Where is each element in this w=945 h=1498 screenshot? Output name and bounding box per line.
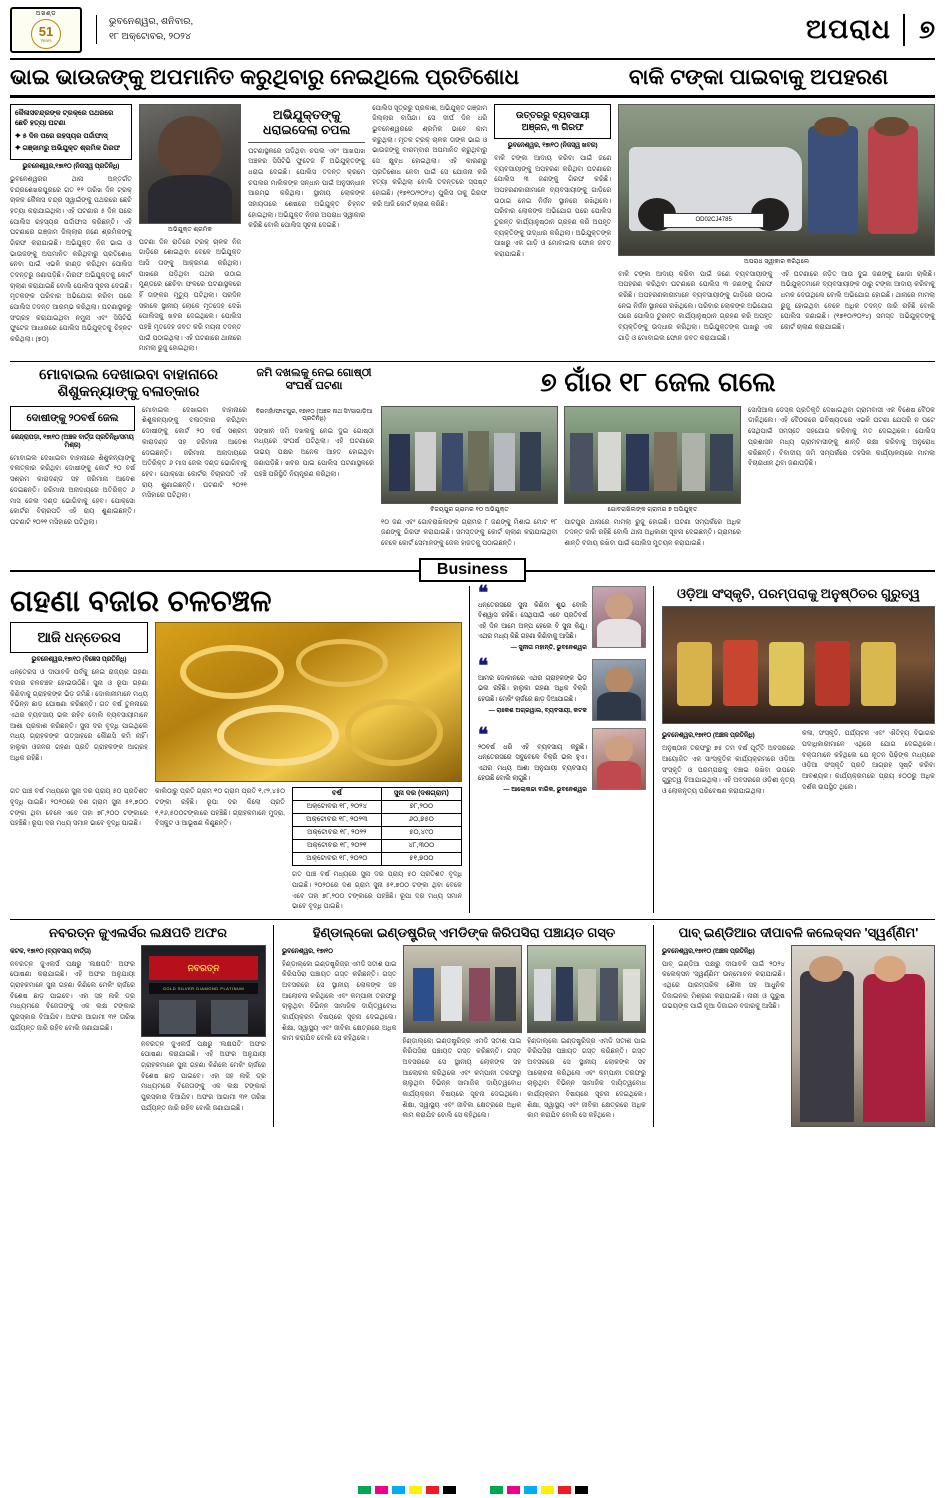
hindalco-photos <box>403 945 646 1033</box>
hindalco-body: ହିଣ୍ଡାଲ୍‌କୋ ଇଣ୍ଡଷ୍ଟ୍ରିଜ୍‌ର ଏମଡି ସତୀଶ ପାଇ କିରିପସିରା ପଞ୍ଚାୟତ ଗସ୍ତ କରିଛନ୍ତି। ଗସ୍ତ ଅବସରରେ ସେ ସ୍ଥାନୀୟ ଲୋକଙ୍କ ସହ ଆଲୋଚନା କରିଥିଲେ ଏବଂ କମ୍ପାନୀ ତରଫରୁ ଚାଲୁଥିବା ବିଭିନ୍ନ ସାମାଜିକ ଦାୟିତ୍ୱବୋଧ କାର୍ଯ୍ୟକ୍ରମ ବିଷୟରେ ସୂଚନା ଦେଇଥିଲେ। ଶିକ୍ଷା, ସ୍ୱାସ୍ଥ୍ୟ ଏବଂ ଜୀବିକା କ୍ଷେତ୍ରରେ ଅଧିକ କାମ କରାଯିବ ବୋଲି ସେ କହିଥିଲେ। <box>282 960 397 1043</box>
headline-lead-left: ଭାଇ ଭାଉଜଙ୍କୁ ଅପମାନିତ କରୁଥିବାରୁ ନେଇଥିଲେ ପ୍ରତିଶୋଧ <box>10 65 520 89</box>
rate-year: ଅକ୍ଟୋବର ୧୮, ୨୦୨୧ <box>293 840 382 853</box>
vox-pop-text: ୨୦ବର୍ଷ ଧରି ଏହି ବ୍ୟବସାୟ କରୁଛି। ଧନ୍ତେରସରେ ସବୁବେଳେ ବିକ୍ରି ଭଲ ହୁଏ। ଏଥର ମଧ୍ୟ ଆଶା ଅନୁଯାୟୀ ବ୍ୟବସାୟ ହେଉଛି ବୋଲି ଲାଗୁଛି। <box>478 744 587 782</box>
reg-bar <box>507 1486 520 1494</box>
rate-value: ୪୮,୩୦୦ <box>381 840 461 853</box>
vox-pop-author: — ଆଲୋକନ୍ଦା ବାରିକ, ଭୁବନେଶ୍ୱର <box>503 786 587 794</box>
headline-lead-right: ବାକି ଟଙ୍କା ପାଇବାକୁ ଅପହରଣ <box>628 65 889 89</box>
reg-bar <box>375 1486 388 1494</box>
column-2 <box>139 104 241 355</box>
hindalco-body-b: ହିଣ୍ଡାଲ୍‌କୋ ଇଣ୍ଡଷ୍ଟ୍ରିଜ୍‌ର ଏମଡି ସତୀଶ ପାଇ କିରିପସିରା ପଞ୍ଚାୟତ ଗସ୍ତ କରିଛନ୍ତି। ଗସ୍ତ ଅବସରରେ ସେ ସ୍ଥାନୀୟ ଲୋକଙ୍କ ସହ ଆଲୋଚନା କରିଥିଲେ ଏବଂ କମ୍ପାନୀ ତରଫରୁ ଚାଲୁଥିବା ବିଭିନ୍ନ ସାମାଜିକ ଦାୟିତ୍ୱବୋଧ କାର୍ଯ୍ୟକ୍ରମ ବିଷୟରେ ସୂଚନା ଦେଇଥିଲେ। ଶିକ୍ଷା, ସ୍ୱାସ୍ଥ୍ୟ ଏବଂ ଜୀବିକା କ୍ଷେତ୍ରରେ ଅଧିକ କାମ କରାଯିବ ବୋଲି ସେ କହିଥିଲେ। <box>527 1037 646 1120</box>
gold-bottom-row <box>10 787 462 913</box>
hindalco-headline: ହିଣ୍ଡାଲ୍‌କୋ ଇଣ୍ଡଷ୍ଟ୍ରିଜ୍ ଏମଡିଙ୍କ କିରିପସିରା ପଞ୍ଚାୟତ ଗସ୍ତ <box>312 925 616 941</box>
navratna-body-cont: ନବରତ୍ନ ଜୁଏଲର୍ସ ପକ୍ଷରୁ 'ଲକ୍ଷପତି' ଅଫର ଘୋଷଣା କରାଯାଇଛି। ଏହି ଅଫର ଅନୁଯାୟୀ ଗ୍ରାହକମାନେ ସୁନା ଗହଣା କିଣିଲେ ମେକିଂ ଚାର୍ଜରେ ବିଶେଷ ଛାଡ଼ ପାଇବେ। ଏହା ସହ ଲକି ଡ୍ର ମାଧ୍ୟମରେ ବିଜେତାଙ୍କୁ ଏକ ଲକ୍ଷ ଟଙ୍କାର ପୁରସ୍କାର ଦିଆଯିବ। ଅଫର ଆଗାମୀ ୩୧ ତାରିଖ ପର୍ଯ୍ୟନ୍ତ ଜାରି ରହିବ ବୋଲି ଜଣାଯାଇଛି। <box>141 1040 266 1112</box>
shop-sign-sub: GOLD SILVER DIAMOND PLATINUM <box>149 983 257 994</box>
headline-land-dispute: ଜମି ଦଖଲକୁ ନେଇ ଗୋଷ୍ଠୀ ସଂଘର୍ଷ ଘଟଣା <box>256 367 372 393</box>
mid-headline-row <box>10 367 935 402</box>
mid-column-1 <box>10 406 135 550</box>
vox-pop-text: ଆମର ଦୋକାନରେ ଏଥର ଗ୍ରାହକଙ୍କ ଭିଡ଼ ଭଲ ରହିଛି। ହାଲୁକା ଗହଣା ଅଧିକ ବିକ୍ରି ହେଉଛି। ମେକିଂ ଚାର୍ଜରେ ଛାଡ଼ ଦିଆଯାଇଛି। <box>478 675 587 703</box>
navratna-headline: ନବରତ୍ନ ଜୁଏଲର୍ସର ଲକ୍ଷପତି ଅଫର <box>49 925 227 941</box>
ad-hindalco <box>282 925 654 1127</box>
rate-value: ୭୮,୨୦୦ <box>381 801 461 814</box>
vox-pop-author: — ରାକେଶ ଅଗ୍ରୱାଲ, ବ୍ୟବସାୟୀ, କଟକ <box>488 706 587 714</box>
navratna-shop-photo <box>141 945 266 1037</box>
rape-case-body: ମୋବାଇଲ ଦେଖାଇବା ବାହାନାରେ ଶିଶୁକନ୍ୟାଙ୍କୁ ବଳାତ୍କାର କରିଥିବା ଦୋଷୀଙ୍କୁ କୋର୍ଟ ୨୦ ବର୍ଷ ସଶ୍ରମ କାରାଦଣ୍ଡ ସହ ଜରିମାନା ଆଦେଶ ଦେଇଛନ୍ତି। ଜରିମାନା ଅନାଦାୟରେ ଅତିରିକ୍ତ ୬ ମାସ ଜେଲ ଦଣ୍ଡ ଭୋଗିବାକୁ ହେବ। ପୋକ୍ସୋ କୋର୍ଟର ବିଚାରପତି ଏହି ରାୟ ଶୁଣାଇଛନ୍ତି। ଘଟଣାଟି ୨୦୨୧ ମସିହାରେ ଘଟିଥିଲା। <box>10 454 135 526</box>
mid-photo-block <box>381 406 741 550</box>
rate-year: ଅକ୍ଟୋବର ୧୮, ୨୦୨୦ <box>293 853 382 866</box>
byline-land-dispute: ବିରମହାଁ/ଫାଟପୁର, ୧୭ା୧୦ (ଅଞ୍ଚଳ ନାଥ ସିଂ/ସାଗାଡ଼ିଆ ପ୍ରତିନିଧି) <box>255 408 373 422</box>
reg-bar <box>541 1486 554 1494</box>
quote-icon: ❝ <box>478 656 489 678</box>
gold-jewellery-photo <box>155 622 462 782</box>
rate-value: ୫୦,୪୯୦ <box>381 827 461 840</box>
chappal-story-body: ଘଟଣାସ୍ଥଳରେ ପଡ଼ିଥିବା ଚପଲ ଏବଂ ଆଖପାଖ ଅଞ୍ଚଳର ସିସିଟିଭି ଫୁଟେଜ ହିଁ ଅଭିଯୁକ୍ତଙ୍କୁ ଧରାଇ ଦେଇଛି। ପୋଲିସ ତଦନ୍ତ କ୍ରମେ ଚପଲର ମାଲିକଙ୍କ ସନ୍ଧାନ ପାଇଁ ଅନୁସନ୍ଧାନ ଆରମ୍ଭ କରିଥିଲା। ସ୍ଥାନୀୟ ଲୋକଙ୍କ ସହାୟତାରେ ଶେଷରେ ଅଭିଯୁକ୍ତ ଚିହ୍ନଟ ହୋଇଥିଲା। ଅଭିଯୁକ୍ତ ନିଜର ଅପରାଧ ସ୍ୱୀକାର କରିଛି ବୋଲି ପୋଲିସ ସୂଚନା ଦେଇଛି। <box>248 147 366 230</box>
column-6b-body: ଏହି ଘଟଣାରେ ଜଡ଼ିତ ଆଉ ଦୁଇ ଜଣଙ୍କୁ ଖୋଜା ଚାଲିଛି। ଅଭିଯୁକ୍ତମାନେ ବ୍ୟବସାୟୀଙ୍କ ଠାରୁ ଟଙ୍କା ଆଦାୟ କରିବାକୁ ଧମକ ଦେଉଥିଲେ ବୋଲି ଅଭିଯୋଗ ହୋଇଛି। ଥାନାରେ ମାମଲା ରୁଜୁ ହୋଇଥିବା ବେଳେ ଅଧିକ ତଦନ୍ତ ଜାରି ରହିଛି ବୋଲି ପୋଲିସ ଜଣାଇଛି। (୧୭୧୦/୨୦୨୪) ସମସ୍ତ ଅଭିଯୁକ୍ତଙ୍କୁ କୋର୍ଟ ଚାଲାଣ କରାଯାଇଛି। <box>780 270 936 331</box>
sentence-box: ଦୋଷୀଙ୍କୁ ୨୦ବର୍ଷ ଜେଲ <box>10 406 135 431</box>
mid-photo-text <box>381 518 741 550</box>
rate-value: ୫୧,୭୦୦ <box>381 853 461 866</box>
quote-icon: ❝ <box>478 725 489 747</box>
section-title: ଅପରାଧ <box>805 13 892 44</box>
vox-pop-item <box>478 582 646 652</box>
byline-lead-story: ଭୁବନେଶ୍ୱର,୧୭ା୧୦ (ନିଜସ୍ୱ ପ୍ରତିନିଧି) <box>22 162 120 170</box>
mid-left-block <box>10 367 247 402</box>
summary-bullet-1: ✦ ୫ ଦିନ ପରେ ରହସ୍ୟର ପର୍ଦ୍ଦାଫାସ୍ <box>15 132 108 140</box>
column-2-body: ଘଟଣା ଦିନ ରାତିରେ ଟ୍ରକ୍ ଚାଳକ ନିଜ ଗାଡ଼ିରେ ଶୋଇଥିବା ବେଳେ ଅଭିଯୁକ୍ତ ଆସି ତାଙ୍କୁ ଆକ୍ରମଣ କରିଥିଲା। ପାଖରେ ପଡ଼ିଥିବା ପଥର ଉଠାଇ ମୁଣ୍ଡରେ ଛେଚିବା ଫଳରେ ଘଟଣାସ୍ଥଳରେ ହିଁ ତାଙ୍କର ମୃତ୍ୟୁ ଘଟିଥିଲା। ପରଦିନ ସକାଳେ ସ୍ଥାନୀୟ ଲୋକେ ମୃତଦେହ ଦେଖି ପୋଲିସକୁ ଖବର ଦେଇଥିଲେ। ପୋଲିସ ପହଞ୍ଚି ମୃତଦେହ ଜବତ କରି ମୟନା ତଦନ୍ତ ପାଇଁ ପଠାଇଥିଲା। ଏହି ଘଟଣାରେ ଥାନାରେ ମାମଲା ରୁଜୁ ହୋଇଥିଲା। <box>138 238 242 353</box>
table-row <box>293 814 462 827</box>
vox-pop-item <box>478 656 646 721</box>
column-6 <box>618 104 935 355</box>
gold-top-row <box>10 622 462 782</box>
kidnap-subhead-box <box>494 104 611 139</box>
masthead <box>10 6 935 60</box>
jail-story-body-b: ପାଟପୁର ଥାନାରେ ମାମଲା ରୁଜୁ ହୋଇଛି। ଘଟଣା ସମ୍ପର୍କରେ ଅଧିକ ତଦନ୍ତ ଜାରି ରହିଛି ବୋଲି ଥାନା ଅଧିକାରୀ ସୂଚନା ଦେଇଛନ୍ତି। ଗ୍ରାମରେ ଶାନ୍ତି ବଜାୟ ରଖିବା ପାଇଁ ପୋଲିସ ମୁତୟନ କରାଯାଇଛି। <box>564 518 741 548</box>
dateline <box>96 15 193 44</box>
land-dispute-body: ସଙ୍ଖୀନ ଜମି ଦଖଲକୁ ନେଇ ଦୁଇ ଗୋଷ୍ଠୀ ମଧ୍ୟରେ ସଂଘର୍ଷ ଘଟିଥିଲା। ଏହି ଘଟଣାରେ ଉଭୟ ପକ୍ଷର ଅନେକ ଆହତ ହୋଇଥିବା ଜଣାପଡ଼ିଛି। ଖବର ପାଇ ପୋଲିସ ଘଟଣାସ୍ଥଳରେ ପହଞ୍ଚି ପରିସ୍ଥିତି ନିୟନ୍ତ୍ରଣ କରିଥିଲା। <box>254 427 374 478</box>
vox-pop-column <box>478 582 654 913</box>
fabindia-headline: ପାବ୍ ଇଣ୍ଡିଆର ଦୀପାବଳି କଲେକ୍ସନ 'ସ୍ୱର୍ଣ୍ଣିମ' <box>678 925 919 941</box>
reg-bar <box>426 1486 439 1494</box>
gold-rate-intro: କାଲିଠାରୁ ପ୍ରତି ଗ୍ରାମ ୧୦ ଗ୍ରାମ ପ୍ରତି ୧,୯୨,୪୫୦ ଟଙ୍କା ରହିଛି। ରୂପା ଦର କିଲୋ ପ୍ରତି ୧,୧୬,୫୦୦ଟଙ୍କାରେ ପହଞ୍ଚିଛି। ଗ୍ରାହକମାନେ ମୁଦ୍ରା, ବିସ୍କୁଟ ଓ ଆଭୂଷଣ କିଣୁଛନ୍ତି। <box>155 788 285 828</box>
ad-fabindia <box>662 925 935 1127</box>
ad-navratna <box>10 925 274 1127</box>
summary-box <box>10 104 132 160</box>
divider-1 <box>248 142 365 143</box>
mid-column-2-body: ମୋବାଇଲ ଦେଖାଇବା ବାହାନାରେ ଶିଶୁକନ୍ୟାଙ୍କୁ ବଳାତ୍କାର କରିଥିବା ଦୋଷୀଙ୍କୁ କୋର୍ଟ ୨୦ ବର୍ଷ ସଶ୍ରମ କାରାଦଣ୍ଡ ସହ ଜରିମାନା ଆଦେଶ ଦେଇଛନ୍ତି। ଜରିମାନା ଅନାଦାୟରେ ଅତିରିକ୍ତ ୬ ମାସ ଜେଲ ଦଣ୍ଡ ଭୋଗିବାକୁ ହେବ। ପୋକ୍ସୋ କୋର୍ଟର ବିଚାରପତି ଏହି ରାୟ ଶୁଣାଇଛନ୍ତି। ଘଟଣାଟି ୨୦୨୧ ମସିହାରେ ଘଟିଥିଲା। <box>142 406 247 500</box>
navratna-body-row <box>10 945 266 1115</box>
mid-right-body: ସୋସିଆଲ ଡେସ୍କ ପ୍ରତିକୃତି ଦେଖାଇଥିବା ଗ୍ରାମବାସୀ ଏକ ବିଶେଷ ବୈଠକ ଡାକିଥିଲେ। ଏହି ବୈଠକରେ ଭବିଷ୍ୟତରେ ଏଭଳି ଘଟଣା ଯେପରି ନ ଘଟେ ସେଥିପାଇଁ ସମସ୍ତେ ସହଯୋଗ କରିବାକୁ ମତ ଦେଇଥିଲେ। ପୋଲିସ ପ୍ରଶାସନ ମଧ୍ୟ ଗ୍ରାମବାସୀଙ୍କୁ ଶାନ୍ତି ରକ୍ଷା କରିବାକୁ ଅନୁରୋଧ କରିଛନ୍ତି। ବିବାଦୀୟ ଜମି ସମ୍ପର୍କରେ ତହସିଲ କାର୍ଯ୍ୟାଳୟରେ ମାମଲା ବିଚାରାଧୀନ ଥିବା ଜଣାପଡ଼ିଛି। <box>748 406 935 468</box>
accused-photo-caption: ଅଭିଯୁକ୍ତ ଶ୍ରମିକ <box>168 225 212 233</box>
vox-pop-text: ଧନ୍ତେରସରେ ସୁନା କିଣିବା ଶୁଭ ବୋଲି ବିଶ୍ୱାସ ରହିଛି। ସେଥିପାଇଁ ଏବେ ପ୍ରତିବର୍ଷ ଏହି ଦିନ ଆମେ ଅଳ୍ପ ହେଲେ ବି ସୁନା କିଣୁ। ଏଥର ମଧ୍ୟ କିଛି ଗହଣା କିଣିବାକୁ ଆସିଛି। <box>478 602 587 640</box>
summary-box-lead: କୈଳାସଚନ୍ଦ୍ରଙ୍କ ଟ୍ରକ୍‌ରେ ପଥରରେ ଛେଚି ହତ୍ୟା ଘଟଣା <box>15 109 114 127</box>
gold-story-body-cont: ଗତ ପାଞ୍ଚ ବର୍ଷ ମଧ୍ୟରେ ସୁନା ଦର ପ୍ରାୟ ୫୦ ପ୍ରତିଶତ ବୃଦ୍ଧି ପାଇଛି। ୨୦୨୦ରେ ଦଶ ଗ୍ରାମ ସୁନା ୫୧,୭୦୦ ଟଙ୍କା ଥିବା ବେଳେ ଏବେ ତାହା ୭୮,୨୦୦ ଟଙ୍କାରେ ପହଞ୍ଚିଛି। ରୂପା ଦର ମଧ୍ୟ ସମାନ ଭାବେ ବୃଦ୍ଧି ପାଇଛି। <box>10 788 148 828</box>
culture-body: ଅନୁଷ୍ଠାନ ତରଫରୁ ୭୫ ତମ ବର୍ଷ ପୂର୍ତ୍ତି ଅବସରରେ ଆୟୋଜିତ ଏକ ସାଂସ୍କୃତିକ କାର୍ଯ୍ୟକ୍ରମରେ ଓଡ଼ିଆ ସଂସ୍କୃତି ଓ ପରମ୍ପରାକୁ ବଞ୍ଚାଇ ରଖିବା ଉପରେ ଗୁରୁତ୍ୱ ଦିଆଯାଇଥିଲା। ଏହି ଅବସରରେ ଓଡ଼ିଶୀ ନୃତ୍ୟ ଓ ଲୋକନୃତ୍ୟ ପରିବେଷଣ କରାଯାଇଥିଲା। <box>662 745 795 796</box>
group-photos <box>381 406 741 514</box>
fabindia-body: ପାବ୍ ଇଣ୍ଡିଆ ପକ୍ଷରୁ ଦୀପାବଳି ପାଇଁ ୨୦୨୪ କଲେକ୍ସନ 'ସ୍ୱର୍ଣ୍ଣିମ' ଉନ୍ମୋଚନ କରାଯାଇଛି। ଏଥିରେ ପାରମ୍ପରିକ ଶୈଳୀ ସହ ଆଧୁନିକ ଡିଜାଇନର ମିଶ୍ରଣ କରାଯାଇଛି। ନାରୀ ଓ ପୁରୁଷ ଉଭୟଙ୍କ ପାଇଁ ନୂଆ ଡିଜାଇନ ବଜାରକୁ ଆସିଛି। <box>662 960 785 1011</box>
kidnap-subhead-line2: ଅଞ୍ଜନ, ୩ ଗିରଫ <box>521 122 584 133</box>
table-row <box>293 840 462 853</box>
culture-text-row <box>662 729 935 797</box>
culture-body-2: କଳା, ସଂସ୍କୃତି, ପର୍ଯ୍ୟଟନ ଏବଂ ଐତିହ୍ୟ ବିଭାଗର ପଦାଧିକାରୀମାନେ ଏଥିରେ ଯୋଗ ଦେଇଥିଲେ। ବକ୍ତାମାନେ କହିଥିଲେ ଯେ ନୂତନ ପିଢ଼ିଙ୍କ ମଧ୍ୟରେ ଓଡ଼ିଆ ସଂସ୍କୃତି ପ୍ରତି ଆଗ୍ରହ ସୃଷ୍ଟି କରିବା ଆବଶ୍ୟକ। କାର୍ଯ୍ୟକ୍ରମରେ ପ୍ରାୟ ୫୦୦ରୁ ଅଧିକ ଦର୍ଶକ ଉପସ୍ଥିତ ଥିଲେ। <box>802 730 935 791</box>
fabindia-model-photo <box>791 945 935 1127</box>
culture-section <box>662 586 935 913</box>
mid-body-row <box>10 406 935 550</box>
byline-rape-case: କେନ୍ଦ୍ରାପଡ଼ା, ୧୭ା୧୦ (ଅଞ୍ଚଳ ବାର୍ତ୍ତା ପ୍ରତିନିଧି/ସମୟ ମିଶ୍ର) <box>11 433 134 449</box>
business-section <box>10 582 935 913</box>
gold-rate-table-col <box>292 787 462 913</box>
quote-icon: ❝ <box>478 582 489 604</box>
mid-column-right <box>748 406 935 550</box>
gold-story-body: ଧନ୍ତେରସ ଓ ଦୀପାବଳି ପର୍ବକୁ ନେଇ ରାଜ୍ୟର ଗହଣା ବଜାର ଚଳଚଞ୍ଚଳ ହୋଇଉଠିଛି। ସୁନା ଓ ରୂପା ଗହଣା କିଣିବାକୁ ଗ୍ରାହକଙ୍କ ଭିଡ଼ ଜମିଛି। ଦୋକାନୀମାନେ ମଧ୍ୟ ବିଭିନ୍ନ ଛାଡ଼ ଘୋଷଣା କରିଛନ୍ତି। ଗତ ବର୍ଷ ତୁଳନାରେ ଏଥର ବ୍ୟବସାୟ ଭଲ ରହିବ ବୋଲି ବ୍ୟବସାୟୀମାନେ ଆଶା ପ୍ରକାଶ କରିଛନ୍ତି। ସୁନା ଦର ବୃଦ୍ଧି ପାଇଥିଲେ ମଧ୍ୟ ଗ୍ରାହକଙ୍କ ଉତ୍ସାହରେ କୌଣସି କମି ନାହିଁ। ହାଲୁକା ଓଜନର ଗହଣା ପ୍ରତି ଗ୍ରାହକଙ୍କ ଆଗ୍ରହ ଅଧିକ ରହିଛି। <box>10 669 148 762</box>
hindalco-body-a: ହିଣ୍ଡାଲ୍‌କୋ ଇଣ୍ଡଷ୍ଟ୍ରିଜ୍‌ର ଏମଡି ସତୀଶ ପାଇ କିରିପସିରା ପଞ୍ଚାୟତ ଗସ୍ତ କରିଛନ୍ତି। ଗସ୍ତ ଅବସରରେ ସେ ସ୍ଥାନୀୟ ଲୋକଙ୍କ ସହ ଆଲୋଚନା କରିଥିଲେ ଏବଂ କମ୍ପାନୀ ତରଫରୁ ଚାଲୁଥିବା ବିଭିନ୍ନ ସାମାଜିକ ଦାୟିତ୍ୱବୋଧ କାର୍ଯ୍ୟକ୍ରମ ବିଷୟରେ ସୂଚନା ଦେଇଥିଲେ। ଶିକ୍ଷା, ସ୍ୱାସ୍ଥ୍ୟ ଏବଂ ଜୀବିକା କ୍ଷେତ୍ରରେ ଅଧିକ କାମ କରାଯିବ ବୋଲି ସେ କହିଥିଲେ। <box>402 1037 522 1120</box>
gold-rate-note: ଗତ ପାଞ୍ଚ ବର୍ଷ ମଧ୍ୟରେ ସୁନା ଦର ପ୍ରାୟ ୫୦ ପ୍ରତିଶତ ବୃଦ୍ଧି ପାଇଛି। ୨୦୨୦ରେ ଦଶ ଗ୍ରାମ ସୁନା ୫୧,୭୦୦ ଟଙ୍କା ଥିବା ବେଳେ ଏବେ ତାହା ୭୮,୨୦୦ ଟଙ୍କାରେ ପହଞ୍ଚିଛି। ରୂପା ଦର ମଧ୍ୟ ସମାନ ଭାବେ ବୃଦ୍ଧି ପାଇଛି। <box>292 871 462 911</box>
top-headline-row <box>10 66 935 90</box>
reg-bar <box>358 1486 371 1494</box>
mid-big-head <box>381 367 935 402</box>
mid-column-2 <box>142 406 247 550</box>
reg-bar-gap <box>460 1486 486 1494</box>
logo-number: 51 <box>38 23 54 39</box>
reg-bar <box>490 1486 503 1494</box>
summary-bullet-2: ✦ ଗଞ୍ଜାମରୁ ଅଭିଯୁକ୍ତ ଶ୍ରମିକ ଗିରଫ <box>15 145 121 153</box>
logo-years: Years <box>40 37 52 43</box>
column-6-text-split <box>618 270 935 345</box>
hindalco-photo-1 <box>403 945 522 1033</box>
mid-section <box>10 361 935 550</box>
main-content-grid <box>10 104 935 355</box>
reg-bar <box>409 1486 422 1494</box>
hindalco-photo-2 <box>527 945 646 1033</box>
subheadline-chappal: ଅଭିଯୁକ୍ତଙ୍କୁ ଧରାଇଦେଲା ଚପଲ <box>263 107 351 137</box>
column-3 <box>248 104 365 355</box>
rate-col-year: ବର୍ଷ <box>293 788 382 801</box>
gold-headline: ଗହଣା ବଜାର ଚଳଚଞ୍ଚଳ <box>10 584 272 618</box>
accused-photo <box>139 104 241 224</box>
summary-bullet-1-text: ୫ ଦିନ ପରେ ରହସ୍ୟର ପର୍ଦ୍ଦାଫାସ୍ <box>22 132 108 140</box>
byline-gold-story: ଭୁବନେଶ୍ୱର,୧୭ା୧୦ (ବିଜ୍ଞେସ ପ୍ରତିନିଧି) <box>31 656 127 664</box>
column-6a-body: ବାକି ଟଙ୍କା ଆଦାୟ କରିବା ପାଇଁ ଜଣେ ବ୍ୟବସାୟୀଙ୍କୁ ଅପହରଣ କରିଥିବା ଘଟଣାରେ ପୋଲିସ ୩ ଜଣଙ୍କୁ ଗିରଫ କରିଛି। ଅପହରଣକାରୀମାନେ ବ୍ୟବସାୟୀଙ୍କୁ ଗାଡ଼ିରେ ଉଠାଇ ନେଇ ନିର୍ଜନ ସ୍ଥାନରେ ରଖିଥିଲେ। ପରିବାର ଲୋକଙ୍କ ଅଭିଯୋଗ ପରେ ପୋଲିସ ତୁରନ୍ତ କାର୍ଯ୍ୟାନୁଷ୍ଠାନ ଗ୍ରହଣ କରି ଅପହୃତ ବ୍ୟକ୍ତିଙ୍କୁ ଉଦ୍ଧାର କରିଥିଲା। ଅଭିଯୁକ୍ତଙ୍କ ପାଖରୁ ଏକ ଗାଡ଼ି ଓ ମୋବାଇଲ ଫୋନ ଜବତ କରାଯାଇଛି। <box>618 270 773 342</box>
rate-year: ଅକ୍ଟୋବର ୧୮, ୨୦୨୨ <box>293 827 382 840</box>
summary-bullet-2-text: ଗଞ୍ଜାମରୁ ଅଭିଯୁକ୍ତ ଶ୍ରମିକ ଗିରଫ <box>22 145 121 153</box>
navratna-body: ନବରତ୍ନ ଜୁଏଲର୍ସ ପକ୍ଷରୁ 'ଲକ୍ଷପତି' ଅଫର ଘୋଷଣା କରାଯାଇଛି। ଏହି ଅଫର ଅନୁଯାୟୀ ଗ୍ରାହକମାନେ ସୁନା ଗହଣା କିଣିଲେ ମେକିଂ ଚାର୍ଜରେ ବିଶେଷ ଛାଡ଼ ପାଇବେ। ଏହା ସହ ଲକି ଡ୍ର ମାଧ୍ୟମରେ ବିଜେତାଙ୍କୁ ଏକ ଲକ୍ଷ ଟଙ୍କାର ପୁରସ୍କାର ଦିଆଯିବ। ଅଫର ଆଗାମୀ ୩୧ ତାରିଖ ପର୍ଯ୍ୟନ୍ତ ଜାରି ରହିବ ବୋଲି ଜଣାଯାଇଛି। <box>10 960 135 1032</box>
vox-pop-portrait <box>592 586 646 648</box>
headline-rape-case: ମୋବାଇଲ ଦେଖାଇବା ବାହାନାରେ ଶିଶୁକନ୍ୟାଙ୍କୁ ବଳାତ୍କାର <box>39 367 218 401</box>
column-1 <box>10 104 132 355</box>
vox-pop-author: — ସୁନୀତା ମହାନ୍ତି, ଭୁବନେଶ୍ୱର <box>510 644 587 652</box>
culture-headline: ଓଡ଼ିଆ ସଂସ୍କୃତି, ପରମ୍ପରାକୁ ଅନୁଷ୍ଠିତର ଗୁରୁତ୍ୱ <box>677 585 920 601</box>
dhanteras-box: ଆଜି ଧନ୍ତେରସ <box>10 622 148 653</box>
gold-left-col <box>10 622 148 782</box>
reg-bar <box>558 1486 571 1494</box>
jail-story-body-a: ୧୦ ଜଣ ଏବଂ ଗୋବରାଖିଲଙ୍କ ଗ୍ରାମର ୮ ଜଣଙ୍କୁ ମିଶାଇ ମୋଟ ୧୮ ଜଣଙ୍କୁ ଗିରଫ କରାଯାଇଛି। ସମସ୍ତଙ୍କୁ କୋର୍ଟ ଚାଲାଣ କରାଯାଇଥିବା ବେଳେ କୋର୍ଟ ସେମାନଙ୍କୁ ଜେଲ ହାଜତକୁ ପଠାଇଛନ୍ତି। <box>381 518 558 548</box>
vox-pop-portrait <box>592 728 646 790</box>
reg-bar <box>524 1486 537 1494</box>
table-row <box>293 801 462 814</box>
byline-kidnap-story: ଭୁବନେଶ୍ୱର, ୧୭ା୧୦ (ନିଜସ୍ୱ ଖବର) <box>507 141 598 149</box>
mid-column-3 <box>254 406 374 550</box>
vox-pop-portrait <box>592 659 646 721</box>
table-row <box>293 853 462 866</box>
vox-pop-item <box>478 725 646 794</box>
kidnap-story-body: ବାକି ଟଙ୍କା ଆଦାୟ କରିବା ପାଇଁ ଜଣେ ବ୍ୟବସାୟୀଙ୍କୁ ଅପହରଣ କରିଥିବା ଘଟଣାରେ ପୋଲିସ ୩ ଜଣଙ୍କୁ ଗିରଫ କରିଛି। ଅପହରଣକାରୀମାନେ ବ୍ୟବସାୟୀଙ୍କୁ ଗାଡ଼ିରେ ଉଠାଇ ନେଇ ନିର୍ଜନ ସ୍ଥାନରେ ରଖିଥିଲେ। ପରିବାର ଲୋକଙ୍କ ଅଭିଯୋଗ ପରେ ପୋଲିସ ତୁରନ୍ତ କାର୍ଯ୍ୟାନୁଷ୍ଠାନ ଗ୍ରହଣ କରି ଅପହୃତ ବ୍ୟକ୍ତିଙ୍କୁ ଉଦ୍ଧାର କରିଥିଲା। ଅଭିଯୁକ୍ତଙ୍କ ପାଖରୁ ଏକ ଗାଡ଼ି ଓ ମୋବାଇଲ ଫୋନ ଜବତ କରାଯାଇଛି। <box>494 154 612 258</box>
dateline-place: ଭୁବନେଶ୍ୱର, ଶନିବାର, <box>109 16 194 28</box>
byline-hindalco: ଭୁବନେଶ୍ୱର, ୧୭ା୧୦ <box>282 947 333 955</box>
rate-value: ୬୦,୭୫୦ <box>381 814 461 827</box>
hindalco-text-row <box>403 1037 646 1122</box>
table-row <box>293 827 462 840</box>
fabindia-row <box>662 945 935 1127</box>
hindalco-row <box>282 945 646 1122</box>
gold-story <box>10 586 470 913</box>
newspaper-logo <box>10 7 82 53</box>
group-photo-right-caption: ଗୋବରାଖିଲଙ୍କ ଗ୍ରାମର ୭ ଅଭିଯୁକ୍ତ <box>607 505 698 513</box>
culture-stage-photo <box>662 606 935 724</box>
byline-culture: ଭୁବନେଶ୍ୱର,୧୭ା୧୦ (ଅଞ୍ଚଳ ପ୍ରତିନିଧି) <box>662 732 755 740</box>
gold-bottom-left <box>10 787 148 913</box>
column-4 <box>372 104 487 355</box>
vehicle-number-plate: OD02CJ4785 <box>663 213 764 228</box>
business-section-band <box>10 558 935 582</box>
reg-bar <box>575 1486 588 1494</box>
color-registration-bars <box>0 1486 945 1494</box>
logo-anniversary-badge <box>31 19 61 49</box>
dateline-date: ୧୮ ଅକ୍ଟୋବର, ୨୦୨୪ <box>109 30 191 42</box>
byline-navratna: କଟକ, ୧୭ା୧୦ (ବ୍ୟବସାୟ ବାର୍ତ୍ତା) <box>10 947 92 955</box>
byline-fabindia: ଭୁବନେଶ୍ୱର,୧୭ା୧୦ (ଅଞ୍ଚଳ ପ୍ରତିନିଧି) <box>662 947 755 955</box>
mid-land-dispute-head <box>254 367 374 402</box>
rate-year: ଅକ୍ଟୋବର ୧୮, ୨୦୨୪ <box>293 801 382 814</box>
gold-rate-intro-col <box>155 787 285 913</box>
gold-rate-table <box>292 787 462 866</box>
reg-bar <box>443 1486 456 1494</box>
reg-bar <box>392 1486 405 1494</box>
group-photo-right <box>564 406 741 504</box>
column-5 <box>494 104 611 355</box>
kidnap-subhead-line1: ଉତ୍ତରରୁ ବ୍ୟବସାୟୀ <box>515 109 590 120</box>
gold-right-col <box>155 622 462 782</box>
group-photo-left-caption: ବିଜୟପୁର ଗ୍ରାମର ୧୦ ଅଭିଯୁକ୍ତ <box>430 505 509 513</box>
rate-year: ଅକ୍ଟୋବର ୧୮, ୨୦୨୩ <box>293 814 382 827</box>
rate-col-rate: ସୁନା ଦର (ଦଶଗ୍ରାମ) <box>381 788 461 801</box>
headline-rule <box>10 95 935 98</box>
column-4-body: ପୋଲିସ ସୂତ୍ରରୁ ପ୍ରକାଶ, ଅଭିଯୁକ୍ତ ଗଞ୍ଜାମ ଜିଲ୍ଲାର ବାସିନ୍ଦା। ସେ ଦୀର୍ଘ ଦିନ ଧରି ଭୁବନେଶ୍ୱରରେ ଶ୍ରମିକ ଭାବେ କାମ କରୁଥିଲା। ମୃତକ ଟ୍ରକ୍ ଚାଳକ ତାଙ୍କ ଭାଇ ଓ ଭାଉଜଙ୍କୁ ବାରମ୍ବାର ଅପମାନିତ କରୁଥିବାରୁ ସେ କ୍ଷୁବ୍ଧ ହୋଇଥିଲା। ଏହି କାରଣରୁ ପ୍ରତିଶୋଧ ନେବା ପାଇଁ ସେ ଯୋଜନା କରି ହତ୍ୟା କରିଥିଲା ବୋଲି ତଦନ୍ତରେ ସ୍ପଷ୍ଟ ହୋଇଛି। (୧୭୧୦/୨୦୨୪) ପୁଲିସ ତାକୁ ଗିରଫ କରି ଆଜି କୋର୍ଟ ଚାଲାଣ କରିଛି। <box>372 104 488 208</box>
headline-18-jailed: ୭ ଗାଁର ୧୮ ଜେଲ ଗଲେ <box>540 367 776 398</box>
business-label: Business <box>419 558 526 582</box>
page-number: ୭ <box>903 14 935 46</box>
lead-story-body: ଭୁବନେଶ୍ୱରର ଥାନା ଅନ୍ତର୍ଗତ ଚନ୍ଦ୍ରଶେଖରପୁରରେ ଗତ ୧୨ ତାରିଖ ଦିନ ଟ୍ରକ୍ ଚାଳକ କୈଳାସ ଚନ୍ଦ୍ର ସ୍ୱାଇଁଙ୍କୁ ପଥରରେ ଛେଚି ହତ୍ୟା କରାଯାଇଥିଲା। ଏହି ଘଟଣାର ୫ ଦିନ ପରେ ପୋଲିସ ରହସ୍ୟର ପର୍ଦ୍ଦାଫାସ କରିଛନ୍ତି। ଏହି ଘଟଣାରେ ଗଞ୍ଜାମ ଜିଲ୍ଲାର ଜଣେ ଶ୍ରମିକଙ୍କୁ ଗିରଫ କରାଯାଇଛି। ଅଭିଯୁକ୍ତ ନିଜ ଭାଇ ଓ ଭାଉଜଙ୍କୁ ଅପମାନିତ କରିଥିବାରୁ ପ୍ରତିଶୋଧ ନେବା ପାଇଁ ଏଭଳି କାଣ୍ଡ କରିଥିବା ପୋଲିସ ତଦନ୍ତରୁ ଜଣାପଡ଼ିଛି। ଗିରଫ ଅଭିଯୁକ୍ତକୁ କୋର୍ଟ ଚାଲାଣ କରାଯାଇଛି ବୋଲି ପୋଲିସ ସୂଚନା ଦେଇଛି। ମୃତକଙ୍କ ପରିବାର ଅଭିଯୋଗ କରିବା ପରେ ପୋଲିସ ତଦନ୍ତ ଆରମ୍ଭ କରିଥିଲା। ଘଟଣାସ୍ଥଳରୁ ସଂଗ୍ରହ କରାଯାଇଥିବା ନମୁନା ଏବଂ ସିସିଟିଭି ଫୁଟେଜ ଆଧାରରେ ପୋଲିସ ଅଭିଯୁକ୍ତକୁ ଚିହ୍ନଟ କରିଥିଲା। (୭୦) <box>10 175 132 343</box>
shop-sign-name: ନବରତ୍ନ <box>149 956 257 979</box>
logo-top-text: ଅଖଣ୍ଡ <box>35 10 57 17</box>
arrest-scene-caption: ଅପରାଧ ସ୍ୱୀକାର କରିଥିଲେ <box>744 257 810 265</box>
arrest-scene-photo <box>618 104 935 256</box>
bottom-ads-row <box>10 919 935 1127</box>
group-photo-left <box>381 406 558 504</box>
